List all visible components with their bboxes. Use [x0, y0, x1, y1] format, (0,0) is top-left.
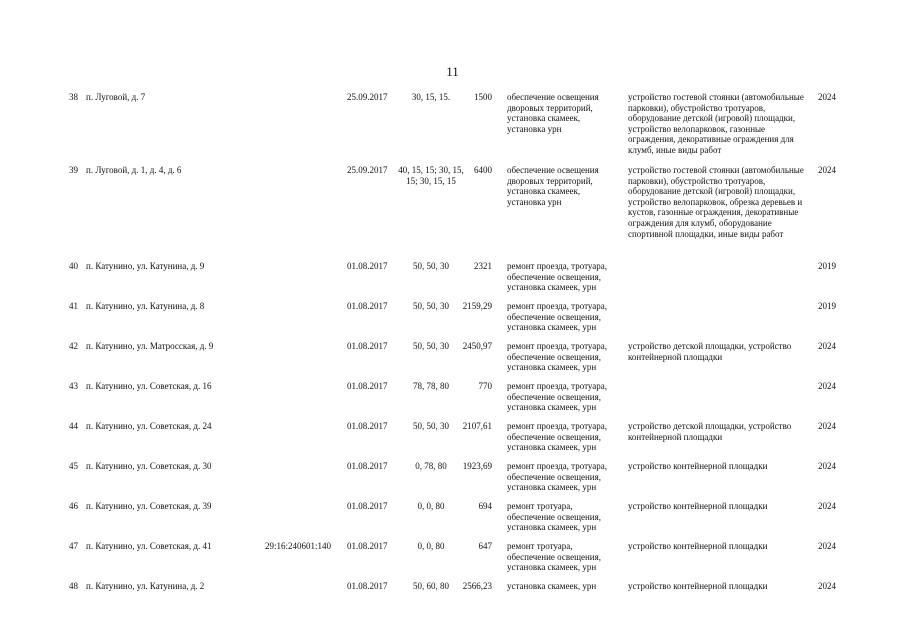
additional-works-cell: устройство контейнерной площадки [628, 461, 768, 471]
additional-works-cell: устройство детской площадки, устройство контейнерной площадки [628, 421, 792, 442]
page-number: 11 [446, 64, 459, 79]
minimal-works-cell: обеспечение освещения дворовых территорий, установка скамеек, установка урн [507, 165, 599, 207]
row-number: 39 [69, 165, 78, 175]
minimal-works-cell: ремонт проезда, тротуара, обеспечение освещения, установка скамеек, урн [507, 461, 608, 493]
area-cell: 2107,61 [462, 421, 492, 431]
area-cell: 694 [478, 501, 492, 511]
address-cell: п. Катунино, ул. Советская, д. 24 [86, 421, 212, 431]
year-cell: 2024 [818, 421, 836, 431]
minimal-works-cell: установка скамеек, урн [507, 581, 597, 591]
percent-cell: 50, 60, 80 [413, 581, 449, 591]
date-cell: 01.08.2017 [347, 301, 388, 311]
row-number: 45 [69, 461, 78, 471]
address-cell: п. Катунино, ул. Советская, д. 39 [86, 501, 212, 511]
year-cell: 2019 [818, 261, 836, 271]
additional-works-cell: устройство контейнерной площадки [628, 541, 768, 551]
address-cell: п. Катунино, ул. Советская, д. 30 [86, 461, 212, 471]
year-cell: 2019 [818, 301, 836, 311]
additional-works-cell: устройство гостевой стоянки (автомобильные парковки), обустройство тротуаров, оборудование детской (игровой) площадки, устройство велопарковок, газонные ограждения, декоративные ограждения для клумб, иные виды работ [628, 92, 804, 155]
row-number: 46 [69, 501, 78, 511]
date-cell: 01.08.2017 [347, 501, 388, 511]
address-cell: п. Катунино, ул. Катунина, д. 2 [86, 581, 205, 591]
date-cell: 01.08.2017 [347, 461, 388, 471]
percent-cell: 40, 15, 15; 30, 15, 15; 30, 15, 15 [398, 165, 464, 186]
minimal-works-cell: обеспечение освещения дворовых территорий, установка скамеек, установка урн [507, 92, 599, 134]
area-cell: 2321 [474, 261, 492, 271]
area-cell: 6400 [474, 165, 492, 175]
address-cell: п. Луговой, д. 7 [86, 92, 146, 102]
minimal-works-cell: ремонт тротуара, обеспечение освещения, установка скамеек, урн [507, 501, 602, 533]
year-cell: 2024 [818, 501, 836, 511]
date-cell: 01.08.2017 [347, 261, 388, 271]
additional-works-cell: устройство гостевой стоянки (автомобильные парковки), обустройство тротуаров, оборудование детской (игровой) площадки, устройство велопарковок, обрезка деревьев и кустов, газонные ограждения, декоративные ограждения для клумб, оборудование спортивной площадки, иные виды работ [628, 165, 804, 239]
date-cell: 01.08.2017 [347, 581, 388, 591]
minimal-works-cell: ремонт проезда, тротуара, обеспечение освещения, установка скамеек, урн [507, 421, 608, 453]
percent-cell: 30, 15, 15. [411, 92, 451, 102]
address-cell: п. Катунино, ул. Советская, д. 16 [86, 381, 212, 391]
minimal-works-cell: ремонт проезда, тротуара, обеспечение освещения, установка скамеек, урн [507, 261, 608, 293]
area-cell: 2159,29 [462, 301, 492, 311]
year-cell: 2024 [818, 381, 836, 391]
additional-works-cell: устройство контейнерной площадки [628, 501, 768, 511]
percent-cell: 50, 50, 30 [413, 421, 449, 431]
percent-cell: 50, 50, 30 [413, 341, 449, 351]
date-cell: 01.08.2017 [347, 421, 388, 431]
minimal-works-cell: ремонт проезда, тротуара, обеспечение освещения, установка скамеек, урн [507, 341, 608, 373]
row-number: 42 [69, 341, 78, 351]
date-cell: 25.09.2017 [347, 165, 388, 175]
year-cell: 2024 [818, 581, 836, 591]
area-cell: 647 [478, 541, 492, 551]
row-number: 44 [69, 421, 78, 431]
year-cell: 2024 [818, 165, 836, 175]
year-cell: 2024 [818, 461, 836, 471]
address-cell: п. Катунино, ул. Матросская, д. 9 [86, 341, 214, 351]
percent-cell: 0, 78, 80 [415, 461, 447, 471]
row-number: 41 [69, 301, 78, 311]
additional-works-cell: устройство контейнерной площадки [628, 581, 768, 591]
address-cell: п. Катунино, ул. Советская, д. 41 [86, 541, 212, 551]
minimal-works-cell: ремонт проезда, тротуара, обеспечение освещения, установка скамеек, урн [507, 381, 608, 413]
area-cell: 2566,23 [462, 581, 492, 591]
address-cell: п. Катунино, ул. Катунина, д. 9 [86, 261, 205, 271]
row-number: 40 [69, 261, 78, 271]
date-cell: 25.09.2017 [347, 92, 388, 102]
row-number: 38 [69, 92, 78, 102]
minimal-works-cell: ремонт тротуара, обеспечение освещения, установка скамеек, урн [507, 541, 602, 573]
percent-cell: 50, 50, 30 [413, 261, 449, 271]
date-cell: 01.08.2017 [347, 341, 388, 351]
area-cell: 1923,69 [462, 461, 492, 471]
cadastral-number-cell: 29:16:240601:140 [265, 541, 332, 551]
percent-cell: 0, 0, 80 [417, 541, 445, 551]
percent-cell: 0, 0, 80 [417, 501, 445, 511]
date-cell: 01.08.2017 [347, 541, 388, 551]
year-cell: 2024 [818, 92, 836, 102]
minimal-works-cell: ремонт проезда, тротуара, обеспечение освещения, установка скамеек, урн [507, 301, 608, 333]
year-cell: 2024 [818, 541, 836, 551]
row-number: 48 [69, 581, 78, 591]
area-cell: 1500 [474, 92, 492, 102]
area-cell: 2450,97 [462, 341, 492, 351]
area-cell: 770 [478, 381, 492, 391]
address-cell: п. Луговой, д. 1, д. 4, д. 6 [86, 165, 182, 175]
percent-cell: 50, 50, 30 [413, 301, 449, 311]
row-number: 43 [69, 381, 78, 391]
date-cell: 01.08.2017 [347, 381, 388, 391]
percent-cell: 78, 78, 80 [413, 381, 449, 391]
address-cell: п. Катунино, ул. Катунина, д. 8 [86, 301, 205, 311]
year-cell: 2024 [818, 341, 836, 351]
row-number: 47 [69, 541, 78, 551]
additional-works-cell: устройство детской площадки, устройство контейнерной площадки [628, 341, 792, 362]
